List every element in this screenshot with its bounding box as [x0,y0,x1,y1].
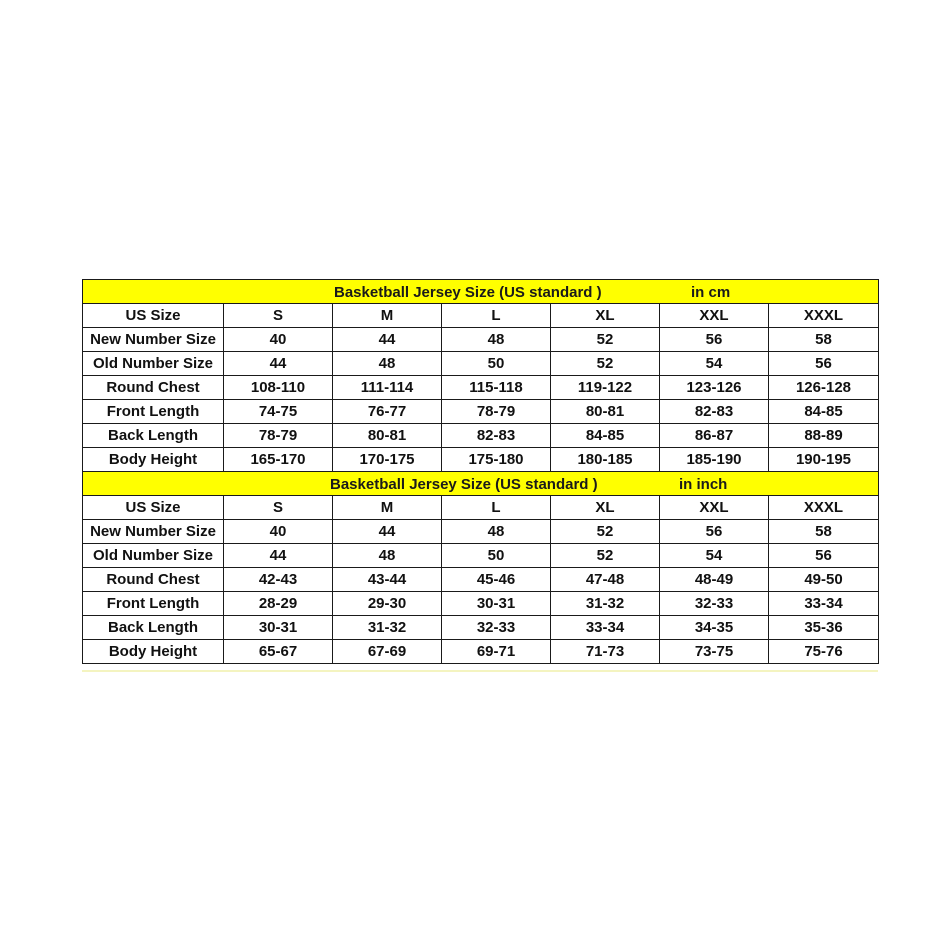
cm-header-row [83,304,879,328]
table-cell: 165-170 [224,448,333,472]
header-cell: XXXL [769,304,879,328]
size-table [82,279,879,664]
table-cell: 43-44 [333,568,442,592]
table-cell: 48 [442,328,551,352]
header-cell: XL [551,496,660,520]
row-label: Old Number Size [83,352,224,376]
table-row [83,568,879,592]
table-cell: 56 [660,328,769,352]
table-cell: 32-33 [442,616,551,640]
table-cell: 33-34 [551,616,660,640]
table-cell: 48 [442,520,551,544]
header-cell: US Size [83,304,224,328]
table-row [83,400,879,424]
table-cell: 33-34 [769,592,879,616]
table-cell: 50 [442,352,551,376]
table-cell: 58 [769,520,879,544]
header-cell: XL [551,304,660,328]
table-row [83,640,879,664]
table-cell: 52 [551,352,660,376]
table-cell: 80-81 [333,424,442,448]
inch-header-row [83,496,879,520]
table-cell: 44 [224,352,333,376]
table-row [83,328,879,352]
table-cell: 44 [333,328,442,352]
table-row [83,592,879,616]
table-cell: 50 [442,544,551,568]
table-cell: 34-35 [660,616,769,640]
table-cell: 190-195 [769,448,879,472]
table-cell: 76-77 [333,400,442,424]
table-row [83,520,879,544]
table-cell: 65-67 [224,640,333,664]
table-cell: 44 [333,520,442,544]
table-cell: 48 [333,352,442,376]
table-cell: 126-128 [769,376,879,400]
table-cell: 29-30 [333,592,442,616]
table-cell: 32-33 [660,592,769,616]
table-cell: 31-32 [551,592,660,616]
table-cell: 35-36 [769,616,879,640]
row-label: Body Height [83,448,224,472]
table-cell: 54 [660,544,769,568]
table-cell: 123-126 [660,376,769,400]
header-cell: S [224,496,333,520]
header-cell: S [224,304,333,328]
row-label: Front Length [83,400,224,424]
table-cell: 82-83 [660,400,769,424]
table-cell: 108-110 [224,376,333,400]
row-label: New Number Size [83,328,224,352]
table-cell: 52 [551,544,660,568]
table-cell: 30-31 [442,592,551,616]
inch-unit-label: in inch [679,475,728,493]
table-cell: 48 [333,544,442,568]
inch-table-title: Basketball Jersey Size (US standard ) [330,475,598,493]
table-cell: 73-75 [660,640,769,664]
table-cell: 78-79 [224,424,333,448]
row-label: New Number Size [83,520,224,544]
header-cell: M [333,304,442,328]
cm-unit-label: in cm [691,283,731,301]
table-cell: 47-48 [551,568,660,592]
table-cell: 185-190 [660,448,769,472]
inch-title-row [83,472,879,496]
table-cell: 175-180 [442,448,551,472]
table-cell: 71-73 [551,640,660,664]
table-cell: 88-89 [769,424,879,448]
table-cell: 28-29 [224,592,333,616]
table-cell: 44 [224,544,333,568]
table-cell: 49-50 [769,568,879,592]
cm-title-cell [83,280,879,304]
table-cell: 52 [551,520,660,544]
table-cell: 170-175 [333,448,442,472]
table-cell: 40 [224,520,333,544]
table-cell: 80-81 [551,400,660,424]
table-cell: 115-118 [442,376,551,400]
table-row [83,448,879,472]
table-cell: 84-85 [769,400,879,424]
table-row [83,544,879,568]
row-label: Body Height [83,640,224,664]
header-cell: L [442,496,551,520]
table-cell: 111-114 [333,376,442,400]
table-cell: 67-69 [333,640,442,664]
table-cell: 45-46 [442,568,551,592]
table-cell: 84-85 [551,424,660,448]
row-label: Round Chest [83,376,224,400]
row-label: Back Length [83,616,224,640]
row-label: Round Chest [83,568,224,592]
table-cell: 56 [660,520,769,544]
table-cell: 52 [551,328,660,352]
header-cell: XXL [660,304,769,328]
table-cell: 82-83 [442,424,551,448]
table-cell: 42-43 [224,568,333,592]
cm-title-row [83,280,879,304]
table-cell: 78-79 [442,400,551,424]
table-cell: 58 [769,328,879,352]
table-cell: 69-71 [442,640,551,664]
row-label: Back Length [83,424,224,448]
row-label: Old Number Size [83,544,224,568]
table-row [83,352,879,376]
table-cell: 75-76 [769,640,879,664]
table-cell: 56 [769,544,879,568]
header-cell: M [333,496,442,520]
header-cell: L [442,304,551,328]
table-cell: 86-87 [660,424,769,448]
table-row [83,376,879,400]
cm-table-title: Basketball Jersey Size (US standard ) [334,283,602,301]
row-label: Front Length [83,592,224,616]
header-cell: XXL [660,496,769,520]
table-cell: 40 [224,328,333,352]
table-cell: 56 [769,352,879,376]
table-cell: 31-32 [333,616,442,640]
header-cell: US Size [83,496,224,520]
inch-title-cell [83,472,879,496]
table-cell: 119-122 [551,376,660,400]
header-cell: XXXL [769,496,879,520]
table-cell: 30-31 [224,616,333,640]
table-cell: 180-185 [551,448,660,472]
bottom-divider [82,670,878,672]
size-chart [82,279,878,664]
table-row [83,616,879,640]
table-cell: 54 [660,352,769,376]
table-cell: 74-75 [224,400,333,424]
table-row [83,424,879,448]
table-cell: 48-49 [660,568,769,592]
